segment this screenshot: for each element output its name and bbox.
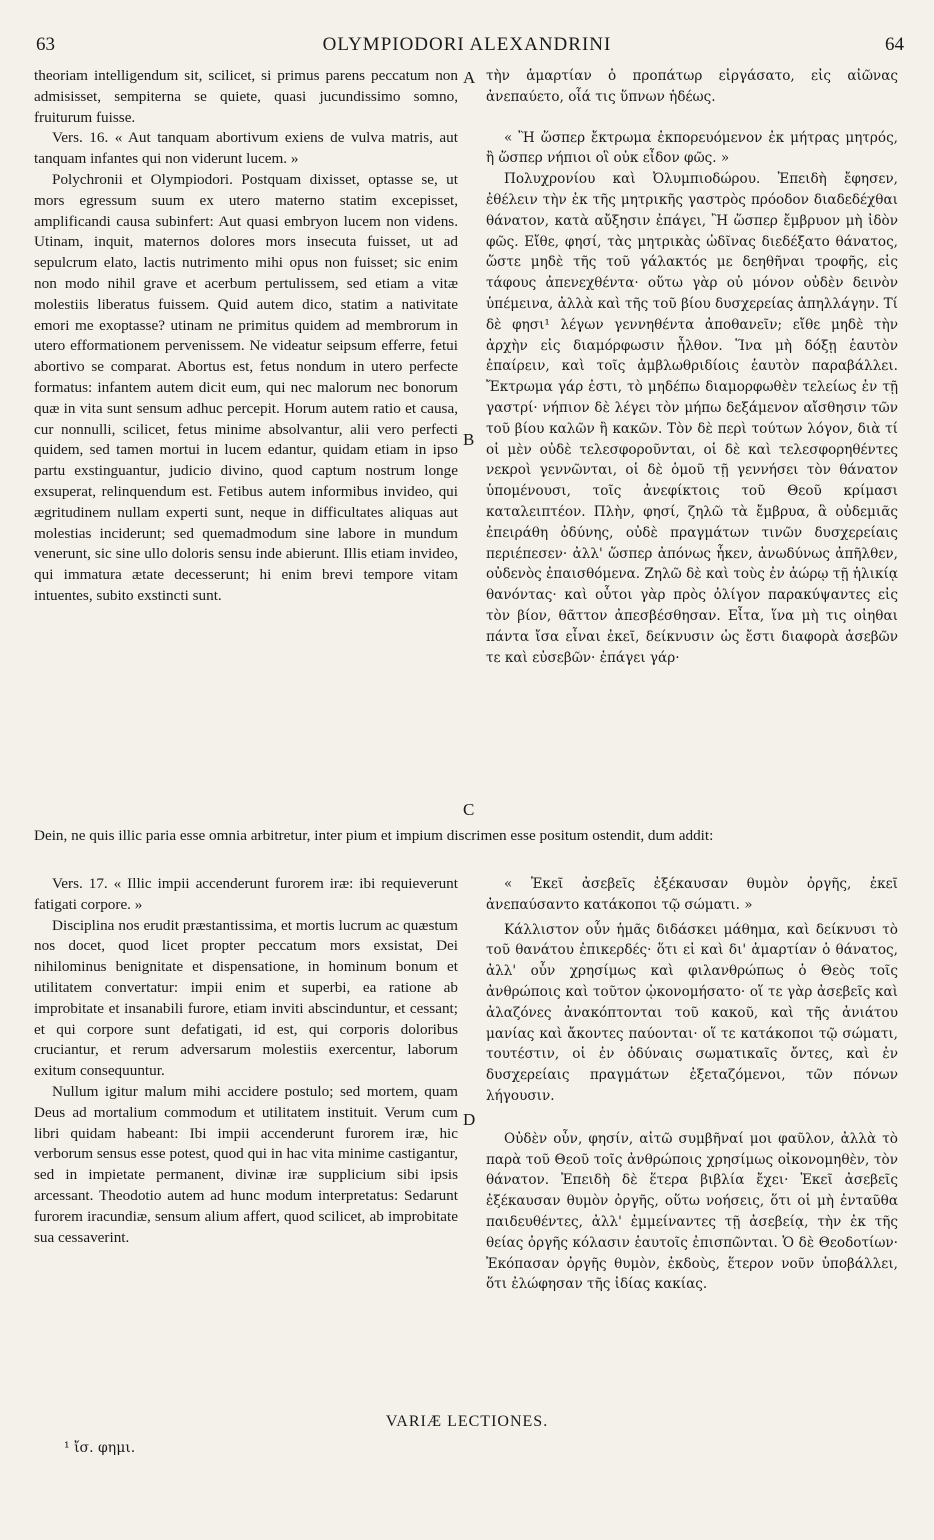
page-number-left: 63 — [36, 34, 55, 55]
latin-column-top — [34, 66, 458, 607]
latin-verse-17: Vers. 17. « Illic impii accenderunt furorem iræ: ibi requieverunt fatigati corpore. » — [34, 875, 458, 913]
margin-marker-c: C — [463, 800, 475, 819]
greek-paragraph: τὴν ἁμαρτίαν ὁ προπάτωρ εἰργάσατο, εἰς αἰῶνας ἀνεπαύετο, οἷά τις ὕπνων ἡδέως. — [486, 68, 898, 105]
page-number-right: 64 — [885, 34, 904, 55]
margin-marker-a: A — [463, 68, 476, 87]
greek-verse-16: « Ἢ ὥσπερ ἔκτρωμα ἐκπορευόμενον ἐκ μήτρας μητρός, ἢ ὥσπερ νήπιοι οἳ οὐκ εἶδον φῶς. » — [486, 129, 898, 167]
greek-paragraph: Οὐδὲν οὖν, φησίν, αἰτῶ συμβῆναί μοι φαῦλον, ἀλλὰ τὸ παρὰ τοῦ Θεοῦ τοῖς ἀνθρώποις χρησίμως οἰκονομηθὲν, τὸν θάνατον. Ἐπειδὴ δὲ ἕτερα βιβλία ἔχει· Ἐκεῖ ἀσεβεῖς ἐξέκαυσαν θυμὸν ὀργῆς, οὕτω νοήσεις, ὅτι οἱ μὴ ἐνταῦθα παιδευθέντες, ἀλλ' ἐμμείναντες τῇ ἀσεβείᾳ, τὴν ἐκ τῆς θείας ὀργῆς κόλασιν ἑαυτοῖς ἐπισπῶνται. Ὁ δὲ Θεοδοτίων· Ἐκόπασαν ὀργῆς θυμὸν, ἐκδοὺς, ἕτερον νοῦν ὑποβάλλει, ὅτι ἐλώφησαν τῆς ἰδίας κακίας. — [486, 1130, 898, 1293]
latin-paragraph: Nullum igitur malum mihi accidere postulo; sed mortem, quam Deus ad mortalium commodum et utilitatem instituit. Verum cum libri quidam habeant: Ibi impii accenderunt furorem iræ, hic verborum sensus esse potest, quod qui in hac vita minime castigantur, sed in impietate permanent, divinæ iræ supplicium sibi ipsis arcessant. Theodotio autem ad hunc modum interpretatus: Sedarunt furorem iracundiæ, sensum alium affert, quod scilicet, ab improbitate sua cessaverint. — [34, 1082, 458, 1246]
page-header — [30, 34, 904, 60]
latin-paragraph: Disciplina nos erudit præstantissima, et mortis lucrum ac quæstum nos docet, quod licet propter peccatum mors exsistat, Dei nihilominus benignitate et dispensatione, in hominum bonum et utilitatem convertatur: impii enim et superbi, ea ratione ab improbitate et insanabili furore, etiam inviti abscinduntur, et cessant; et qui corpore sunt defatigati, id est, qui corporis doloribus cruciantur, et rerum adversarum molestiis exercentur, laborum exitum consequuntur. — [34, 916, 458, 1080]
greek-column-bottom — [486, 874, 898, 1295]
variae-lectiones-heading: VARIÆ LECTIONES. — [385, 1413, 549, 1430]
latin-column-bottom — [34, 874, 458, 1248]
latin-paragraph: theoriam intelligendum sit, scilicet, si primus parens peccatum non admisisset, sempiterna se quiete, quasi jucundissimo somno, fruiturum fuisse. — [34, 67, 458, 126]
latin-paragraph: Polychronii et Olympiodori. Postquam dixisset, optasse se, ut mors egressum suum ex utero materno statim excepisset, amplificandi causa subinfert: Aut quasi embryon lucem non videns. Utinam, inquit, maternos dolores mors insecuta fuisset, ut ad sepulcrum elato, lactis nutrimento mihi opus non fuisset; sic enim non modo nihil grave et acerbum pertulissem, sed etiam a vitæ molestiis liberatus fuissem. Quid autem dico, statim a nativitate emori me exoptasse? utinam ne primitus quidem ad membrorum in utero efformationem pervenissem. Ne videatur seipsum efferre, fetui abortivo se comparat. Abortus est, fetus nondum in utero perfecte formatus: infantem autem dicit eum, qui nec malorum nec bonorum quæ in vita sunt sensum adhuc percepit. Horum autem ratio et causa, cur nonnulli, scilicet, fetus minime absolvantur, alii vero perfecti quidem, sed tamen mortui in lucem edantur, quidam etiam in ipso partu exstinguantur, judicio divino, quod captum nostrum longe exsuperat, relinquendum est. Fetibus autem informibus invideo, qui ægritudinem nullam experti sunt, neque in difficultates aliquas aut molestias inciderunt; sed quemadmodum sine labore in mundum venerunt, sic sine ullo doloris sensu inde abierunt. Illis etiam invideo, qui immatura ætate decesserunt; hi enim brevi tempore vitam intuentes, subito exstincti sunt. — [34, 170, 458, 604]
full-width-line: Dein, ne quis illic paria esse omnia arbitretur, inter pium et impium discrimen esse positum ostendit, dum addit: — [34, 827, 714, 844]
greek-paragraph: Κάλλιστον οὖν ἡμᾶς διδάσκει μάθημα, καὶ δείκνυσι τὸ τοῦ θανάτου ἐπικερδές· ὅτι εἰ καὶ δι' ἁμαρτίαν ὁ θάνατος, ἀλλ' οὖν χρησίμως καὶ φιλανθρώπως ὁ Θεὸς τοῖς ἀνθρώποις καὶ τοῦτον ᾠκονομήσατο· οἵ τε γὰρ ἀσεβεῖς καὶ ἀλαζόνες ἀνακόπτονται τοῦ κακοῦ, καὶ τῆς ἀνιάτου μανίας καὶ ἄκοντες παύονται· οἵ τε κατάκοποι τῷ σώματι, τουτέστιν, οἱ ἐν ὀδύναις σωματικαῖς ὄντες, καὶ ἐν δυσχερείαις πραγμάτων ἐξεταζόμενοι, τῶν πόνων λήγουσιν. — [486, 921, 898, 1104]
footnote: ¹ ἴσ. φημι. — [64, 1440, 136, 1456]
margin-marker-b: B — [463, 430, 475, 449]
greek-verse-17: « Ἐκεῖ ἀσεβεῖς ἐξέκαυσαν θυμὸν ὀργῆς, ἐκεῖ ἀνεπαύσαντο κατάκοποι τῷ σώματι. » — [486, 876, 898, 913]
running-title: OLYMPIODORI ALEXANDRINI — [322, 34, 612, 55]
greek-column-top — [486, 66, 898, 668]
greek-paragraph: Πολυχρονίου καὶ Ὀλυμπιοδώρου. Ἐπειδὴ ἔφησεν, ἐθέλειν τὴν ἐκ τῆς μητρικῆς γαστρὸς πρόοδον διαδεδέχθαι θάνατον, κατὰ αὔξησιν ἐπάγει, Ἢ ὥσπερ ἔμβρυον μὴ ἰδὸν φῶς. Εἴθε, φησί, τὰς μητρικὰς ὠδῖνας διεδέξατο θάνατος, ὥστε μηδὲ τῆς τοῦ γάλακτός με δεηθῆναι τροφῆς, εἰς τάφους ἀπενεχθέντα· οὕτω γὰρ οὐ μόνον οὐδὲν δεινὸν ὑπέμεινα, ἀλλὰ καὶ τῆς τοῦ βίου δυσχερείας ἀπηλλάγην. Τί δὲ φησι¹ λέγων γεννηθέντα ἀποθανεῖν; εἴθε μηδὲ τὴν ἀρχὴν εἰς διαμόρφωσιν ἦλθον. Ἵνα μὴ δόξῃ ἑαυτὸν ἐπαίρειν, καὶ τοῖς ἀμβλωθριδίοις ἑαυτὸν παραβάλλει. Ἔκτρωμα γάρ ἐστι, τὸ μηδέπω διαμορφωθὲν τελείως ἐν τῇ γαστρί· νήπιον δὲ λέγει τὸν μήπω δεξάμενον αἴσθησιν τῶν τοῦ βίου καλῶν ἢ κακῶν. Τὸν δὲ περὶ τούτων λόγον, διὰ τί οἱ μὲν οὐδὲ τελεσφοροῦνται, οἱ δὲ καὶ τελεσφορηθέντες νεκροὶ γεννῶνται, οἱ δὲ ὁμοῦ τῇ γεννήσει τὸν θάνατον ὑπομένουσι, τοῖς ἀνεφίκτοις τοῦ Θεοῦ κρίμασι καταλειπτέον. Πλὴν, φησί, ζηλῶ τὰ ἔμβρυα, ἃ οὐδεμιᾶς ἐπειράθη ὀδύνης, οὐδὲ πραγμάτων τινῶν δυσχερείαις περιέπεσεν· ἀλλ' ὥσπερ ἀπόνως ἧκεν, ἀνωδύνως ἀπῆλθεν, οὐδενὸς ἐπαισθόμενα. Ζηλῶ δὲ καὶ τοὺς ἐν ἀώρῳ τῇ ἡλικίᾳ θανόντας· καὶ οὗτοι γὰρ πρὸς ὀλίγον παρακύψαντες εἰς τὸν βίον, θᾶττον ἀπεσβέσθησαν. Εἶτα, ἵνα μὴ τις οἰηθαι πάντα ἴσα εἶναι ἐκεῖ, δείκνυσιν ὡς ἔστι διαφορὰ ἀσεβῶν τε καὶ εὐσεβῶν· ἐπάγει γάρ· — [486, 171, 898, 666]
margin-marker-d: D — [463, 1110, 476, 1129]
latin-verse-16: Vers. 16. « Aut tanquam abortivum exiens de vulva matris, aut tanquam infantes qui non viderunt lucem. » — [34, 129, 458, 168]
